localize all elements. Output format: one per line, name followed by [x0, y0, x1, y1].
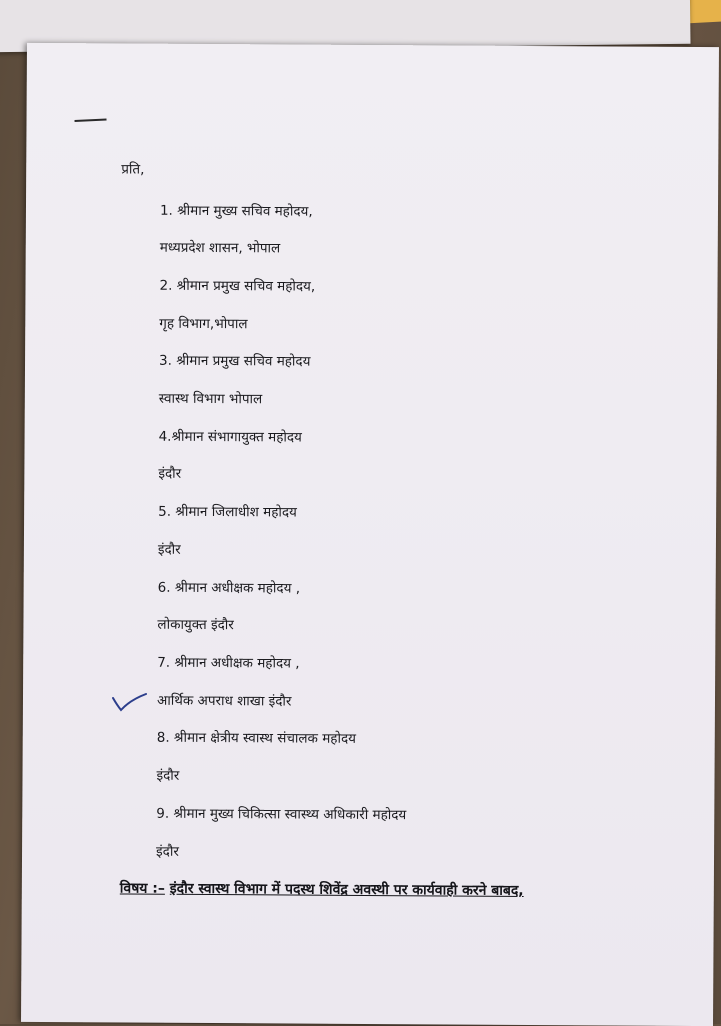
recipient-2-office: गृह विभाग,भोपाल — [159, 315, 248, 333]
recipient-1-title: 1. श्रीमान मुख्य सचिव महोदय, — [159, 202, 313, 220]
recipient-7-office: आर्थिक अपराध शाखा इंदौर — [156, 692, 292, 710]
recipient-9-title: 9. श्रीमान मुख्य चिकित्सा स्वास्थ्य अधिकारी महोदय — [156, 805, 407, 824]
recipient-8-title: 8. श्रीमान क्षेत्रीय स्वास्थ संचालक महोदय — [156, 729, 357, 747]
recipient-2-title: 2. श्रीमान प्रमुख सचिव महोदय, — [159, 277, 316, 295]
recipient-3-office: स्वास्थ विभाग भोपाल — [158, 390, 263, 408]
subject-label: विषय :– — [119, 880, 165, 897]
recipient-3-title: 3. श्रीमान प्रमुख सचिव महोदय — [159, 352, 311, 370]
recipient-4-title: 4.श्रीमान संभागायुक्त महोदय — [158, 428, 302, 446]
salutation: प्रति, — [121, 161, 145, 178]
recipient-4-office: इंदौर — [158, 465, 182, 482]
recipient-1-office: मध्यप्रदेश शासन, भोपाल — [159, 239, 281, 257]
subject-line — [120, 878, 524, 899]
pen-dash-mark — [74, 119, 106, 122]
recipient-5-title: 5. श्रीमान जिलाधीश महोदय — [158, 503, 297, 521]
letter-page — [21, 43, 719, 1026]
check-mark-icon — [110, 690, 150, 714]
recipient-6-office: लोकायुक्त इंदौर — [157, 616, 234, 634]
recipient-6-title: 6. श्रीमान अधीक्षक महोदय , — [157, 579, 301, 597]
recipient-7-title: 7. श्रीमान अधीक्षक महोदय , — [157, 654, 300, 672]
subject-text: इंदौर स्वास्थ विभाग में पदस्थ शिवेंद्र अवस्थी पर कार्यवाही करने बाबद, — [169, 880, 524, 899]
recipient-8-office: इंदौर — [156, 767, 180, 784]
recipient-9-office: इंदौर — [156, 843, 179, 860]
recipient-5-office: इंदौर — [157, 541, 181, 558]
